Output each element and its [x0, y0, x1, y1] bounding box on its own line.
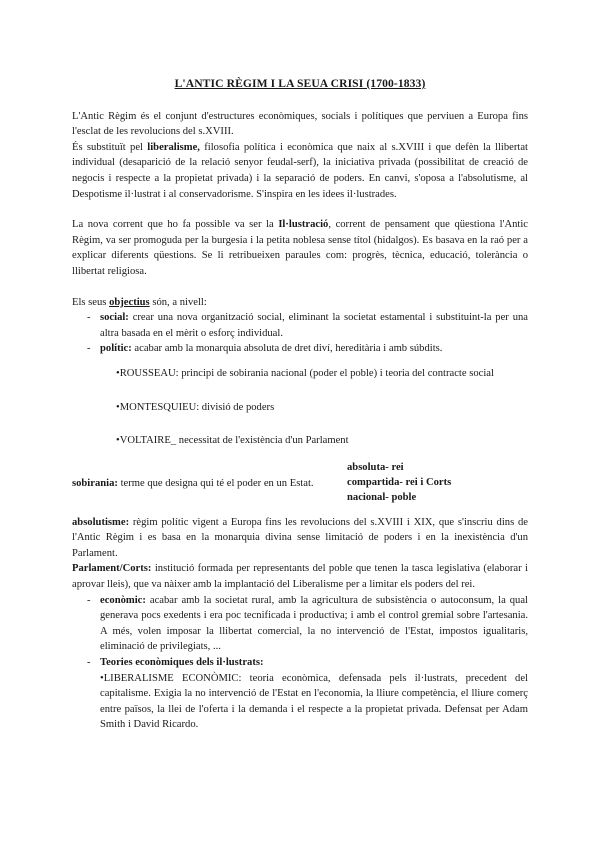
sobirania-type-nacional: nacional- poble [347, 491, 417, 503]
objectius-heading: Els seus objectius són, a nivell: [72, 296, 207, 308]
list-item-teories: - Teories econòmiques dels il·lustrats: [72, 655, 528, 671]
intro-paragraph: L'Antic Règim és el conjunt d'estructures econòmiques, socials i polítiques que perviuen a Europa fins l'esclat de les revolucions del s.XVIII. [72, 110, 528, 138]
liberalisme-economic: •LIBERALISME ECONÒMIC: teoria econòmica, defensada pels il·lustrats, precedent del capitalisme. Exigia la no intervenció de l'Estat en l'economia, la lliure competència, el lliure comerç entre països, la llei de l'oferta i la demanda i el respecte a la propietat privada. Defensat per Adam Smith i David Ricardo. [100, 672, 528, 731]
sobirania-type-compartida: compartida- rei i Corts [347, 476, 452, 488]
absolutisme-definition: absolutisme: règim polític vigent a Europa fins les revolucions del s.XVIII i XIX, que s'inscriu dins de l'Antic Règim i es basa en la monarquia divina sense limitació de poders i en la inexistència d'un Parlament. [72, 516, 528, 559]
parlament-definition: Parlament/Corts: institució formada per representants del poble que tenen la tasca legislativa (elaborar i aprovar lleis), que va nàixer amb la implantació del Liberalisme per a limitar els poders del rei. [72, 563, 528, 591]
sobirania-type-absoluta: absoluta- rei [347, 461, 404, 473]
list-item-social: - social: crear una nova organització social, eliminant la societat estamental i substituint-la per una altra basada en el mèrit o esforç individual. [72, 310, 528, 341]
liberalisme-paragraph: És substituït pel liberalisme, filosofia política i econòmica que naix al s.XVIII i que defèn la llibertat individual (desaparició de la relació senyor feudal-serf), la iniciativa privada (possibilitat de creació de negocis i respecte a la propietat privada) i la separació de poders. En canvi, s'oposa a l'absolutisme, al Despotisme il·lustrat i al conservadorisme. S'inspira en les idees il·lustrades. [72, 141, 528, 200]
objectius-term: objectius [109, 296, 150, 308]
economic-list [72, 593, 528, 671]
list-item-politic: - polític: acabar amb la monarquia absoluta de dret diví, hereditària i amb súbdits. [72, 341, 528, 357]
thinker-voltaire: •VOLTAIRE_ necessitat de l'existència d'un Parlament [116, 435, 349, 447]
thinker-rousseau: •ROUSSEAU: principi de sobirania nacional (poder el poble) i teoria del contracte social [116, 367, 494, 379]
sobirania-definition: sobirania: terme que designa qui té el poder en un Estat. [72, 477, 314, 489]
thinker-montesquieu: •MONTESQUIEU: divisió de poders [116, 401, 275, 413]
document-body [72, 76, 528, 733]
illustracio-term: Il·lustració [278, 219, 329, 231]
liberalisme-term: liberalisme, [147, 141, 200, 153]
list-item-economic: - econòmic: acabar amb la societat rural, amb la agricultura de subsistència o autoconsum, la qual generava pocs exedents i era poc tecnificada i productiva; i amb el control gremial sobre l'artesania. A més, volen imposar la llibertat comercial, la no intervenció de l'Estat, impostos igualitaris, eliminació de privilegiats, ... [72, 593, 528, 655]
objectius-list [72, 310, 528, 357]
illustracio-paragraph: La nova corrent que ho fa possible va ser la Il·lustració, corrent de pensament que qüestiona l'Antic Règim, va ser promoguda per la burgesia i la petita noblesa sense títol (hidalgos). Es basava en la raó per a explicar diferents qüestions. Se li retribueixen paraules com: progrès, tècnica, educació, tolerància o llibertat religiosa. [72, 219, 528, 277]
sobirania-block [72, 459, 528, 506]
document-title: L'ANTIC RÈGIM I LA SEUA CRISI (1700-1833) [174, 77, 426, 90]
sobirania-types [347, 460, 451, 505]
